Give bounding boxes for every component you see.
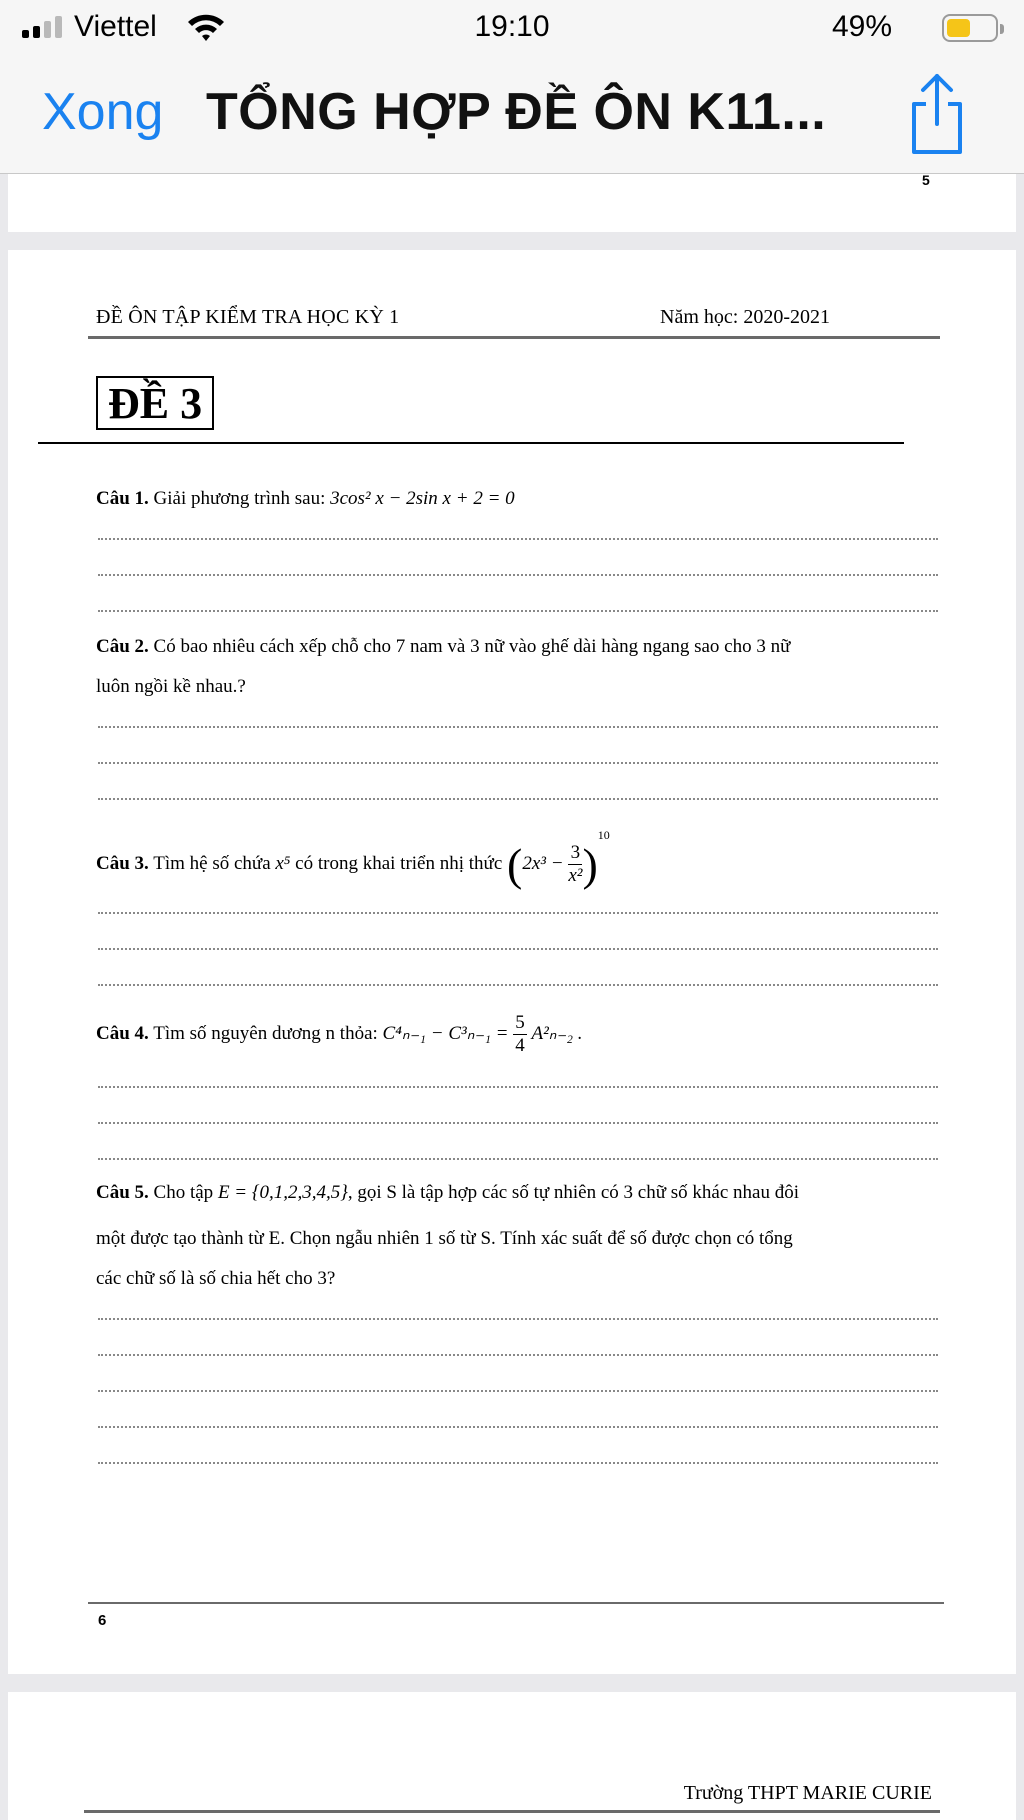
question-label: Câu 4. xyxy=(96,1022,149,1044)
header-divider xyxy=(88,336,940,339)
status-bar xyxy=(0,0,1024,58)
question-text: , gọi S là tập hợp các số tự nhiên có 3 chữ số khác nhau đôi xyxy=(347,1182,799,1203)
carrier-name: Viettel xyxy=(74,10,157,43)
question-3: Câu 3. Tìm hệ số chứa x⁵ có trong khai triển nhị thức (2x³ − $\frac{3}{\text{x²}}$ )$^{10}$ xyxy=(96,828,610,891)
answer-line xyxy=(98,912,938,914)
document-title: TỔNG HỢP ĐỀ ÔN K11... xyxy=(206,83,827,141)
page-header-right: Năm học: 2020-2021 xyxy=(660,306,830,328)
question-math: 3cos² x − 2sin x + 2 = 0 xyxy=(330,488,515,509)
previous-page-number: 5 xyxy=(922,172,930,188)
expr-lead: 2x³ − xyxy=(522,853,564,874)
question-5-line-2: một được tạo thành từ E. Chọn ngẫu nhiên 1 số từ S. Tính xác suất để số được chọn có tổng xyxy=(96,1228,793,1249)
question-math-term: x⁵ xyxy=(275,853,291,874)
school-name: Trường THPT MARIE CURIE xyxy=(683,1782,932,1804)
page-header-left: ĐỀ ÔN TẬP KIỂM TRA HỌC KỲ 1 xyxy=(96,306,400,328)
question-label: Câu 2. xyxy=(96,636,149,657)
question-text: Giải phương trình sau: xyxy=(153,488,326,509)
answer-line xyxy=(98,1354,938,1356)
answer-line xyxy=(98,610,938,612)
question-label: Câu 1. xyxy=(96,488,149,509)
answer-line xyxy=(98,538,938,540)
expr-right: A²ₙ₋₂ . xyxy=(531,1022,583,1044)
answer-line xyxy=(98,1318,938,1320)
answer-line xyxy=(98,574,938,576)
answer-line xyxy=(98,984,938,986)
answer-line xyxy=(98,1122,938,1124)
answer-line xyxy=(98,798,938,800)
question-4 xyxy=(96,1012,583,1057)
set-expression: E = {0,1,2,3,4,5} xyxy=(217,1182,348,1203)
question-text: Tìm số nguyên dương n thỏa: xyxy=(153,1022,378,1044)
question-2-line-2: luôn ngồi kề nhau.? xyxy=(96,676,246,697)
answer-line xyxy=(98,1390,938,1392)
question-5-line-3: các chữ số là số chia hết cho 3? xyxy=(96,1268,336,1289)
question-text: Có bao nhiêu cách xếp chỗ cho 7 nam và 3 nữ vào ghế dài hàng ngang sao cho 3 nữ xyxy=(153,636,791,657)
share-icon[interactable] xyxy=(904,70,970,158)
battery-icon xyxy=(942,14,998,42)
footer-divider xyxy=(88,1602,944,1604)
battery-fill xyxy=(947,19,970,37)
next-page xyxy=(8,1692,1016,1820)
next-page-divider xyxy=(84,1810,940,1813)
exam-title: ĐỀ 3 xyxy=(96,376,214,430)
previous-page xyxy=(8,174,1016,232)
answer-line xyxy=(98,948,938,950)
answer-line xyxy=(98,726,938,728)
page-number: 6 xyxy=(98,1612,107,1629)
answer-line xyxy=(98,1462,938,1464)
answer-line xyxy=(98,1426,938,1428)
battery-percent: 49% xyxy=(831,10,892,43)
navigation-bar xyxy=(0,58,1024,174)
question-1 xyxy=(96,488,515,510)
exponent: 10 xyxy=(597,828,610,842)
fraction: $\frac{3}{\text{x²}}$ xyxy=(568,842,583,887)
question-label: Câu 5. xyxy=(96,1182,149,1203)
clock: 19:10 xyxy=(474,10,550,43)
answer-line xyxy=(98,1158,938,1160)
question-text: Cho tập xyxy=(153,1182,214,1203)
document-page xyxy=(8,250,1016,1674)
title-divider xyxy=(38,442,904,444)
question-2 xyxy=(96,636,790,658)
done-button[interactable]: Xong xyxy=(42,83,164,141)
question-5 xyxy=(96,1182,799,1204)
question-label: Câu 3. xyxy=(96,853,149,874)
fraction: $\frac{5}{4}$ xyxy=(515,1012,525,1056)
expr-left: C⁴ₙ₋₁ − C³ₙ₋₁ = xyxy=(382,1022,509,1044)
question-text: có trong khai triển nhị thức xyxy=(295,853,503,874)
answer-line xyxy=(98,1086,938,1088)
answer-line xyxy=(98,762,938,764)
question-text: Tìm hệ số chứa xyxy=(153,853,271,874)
